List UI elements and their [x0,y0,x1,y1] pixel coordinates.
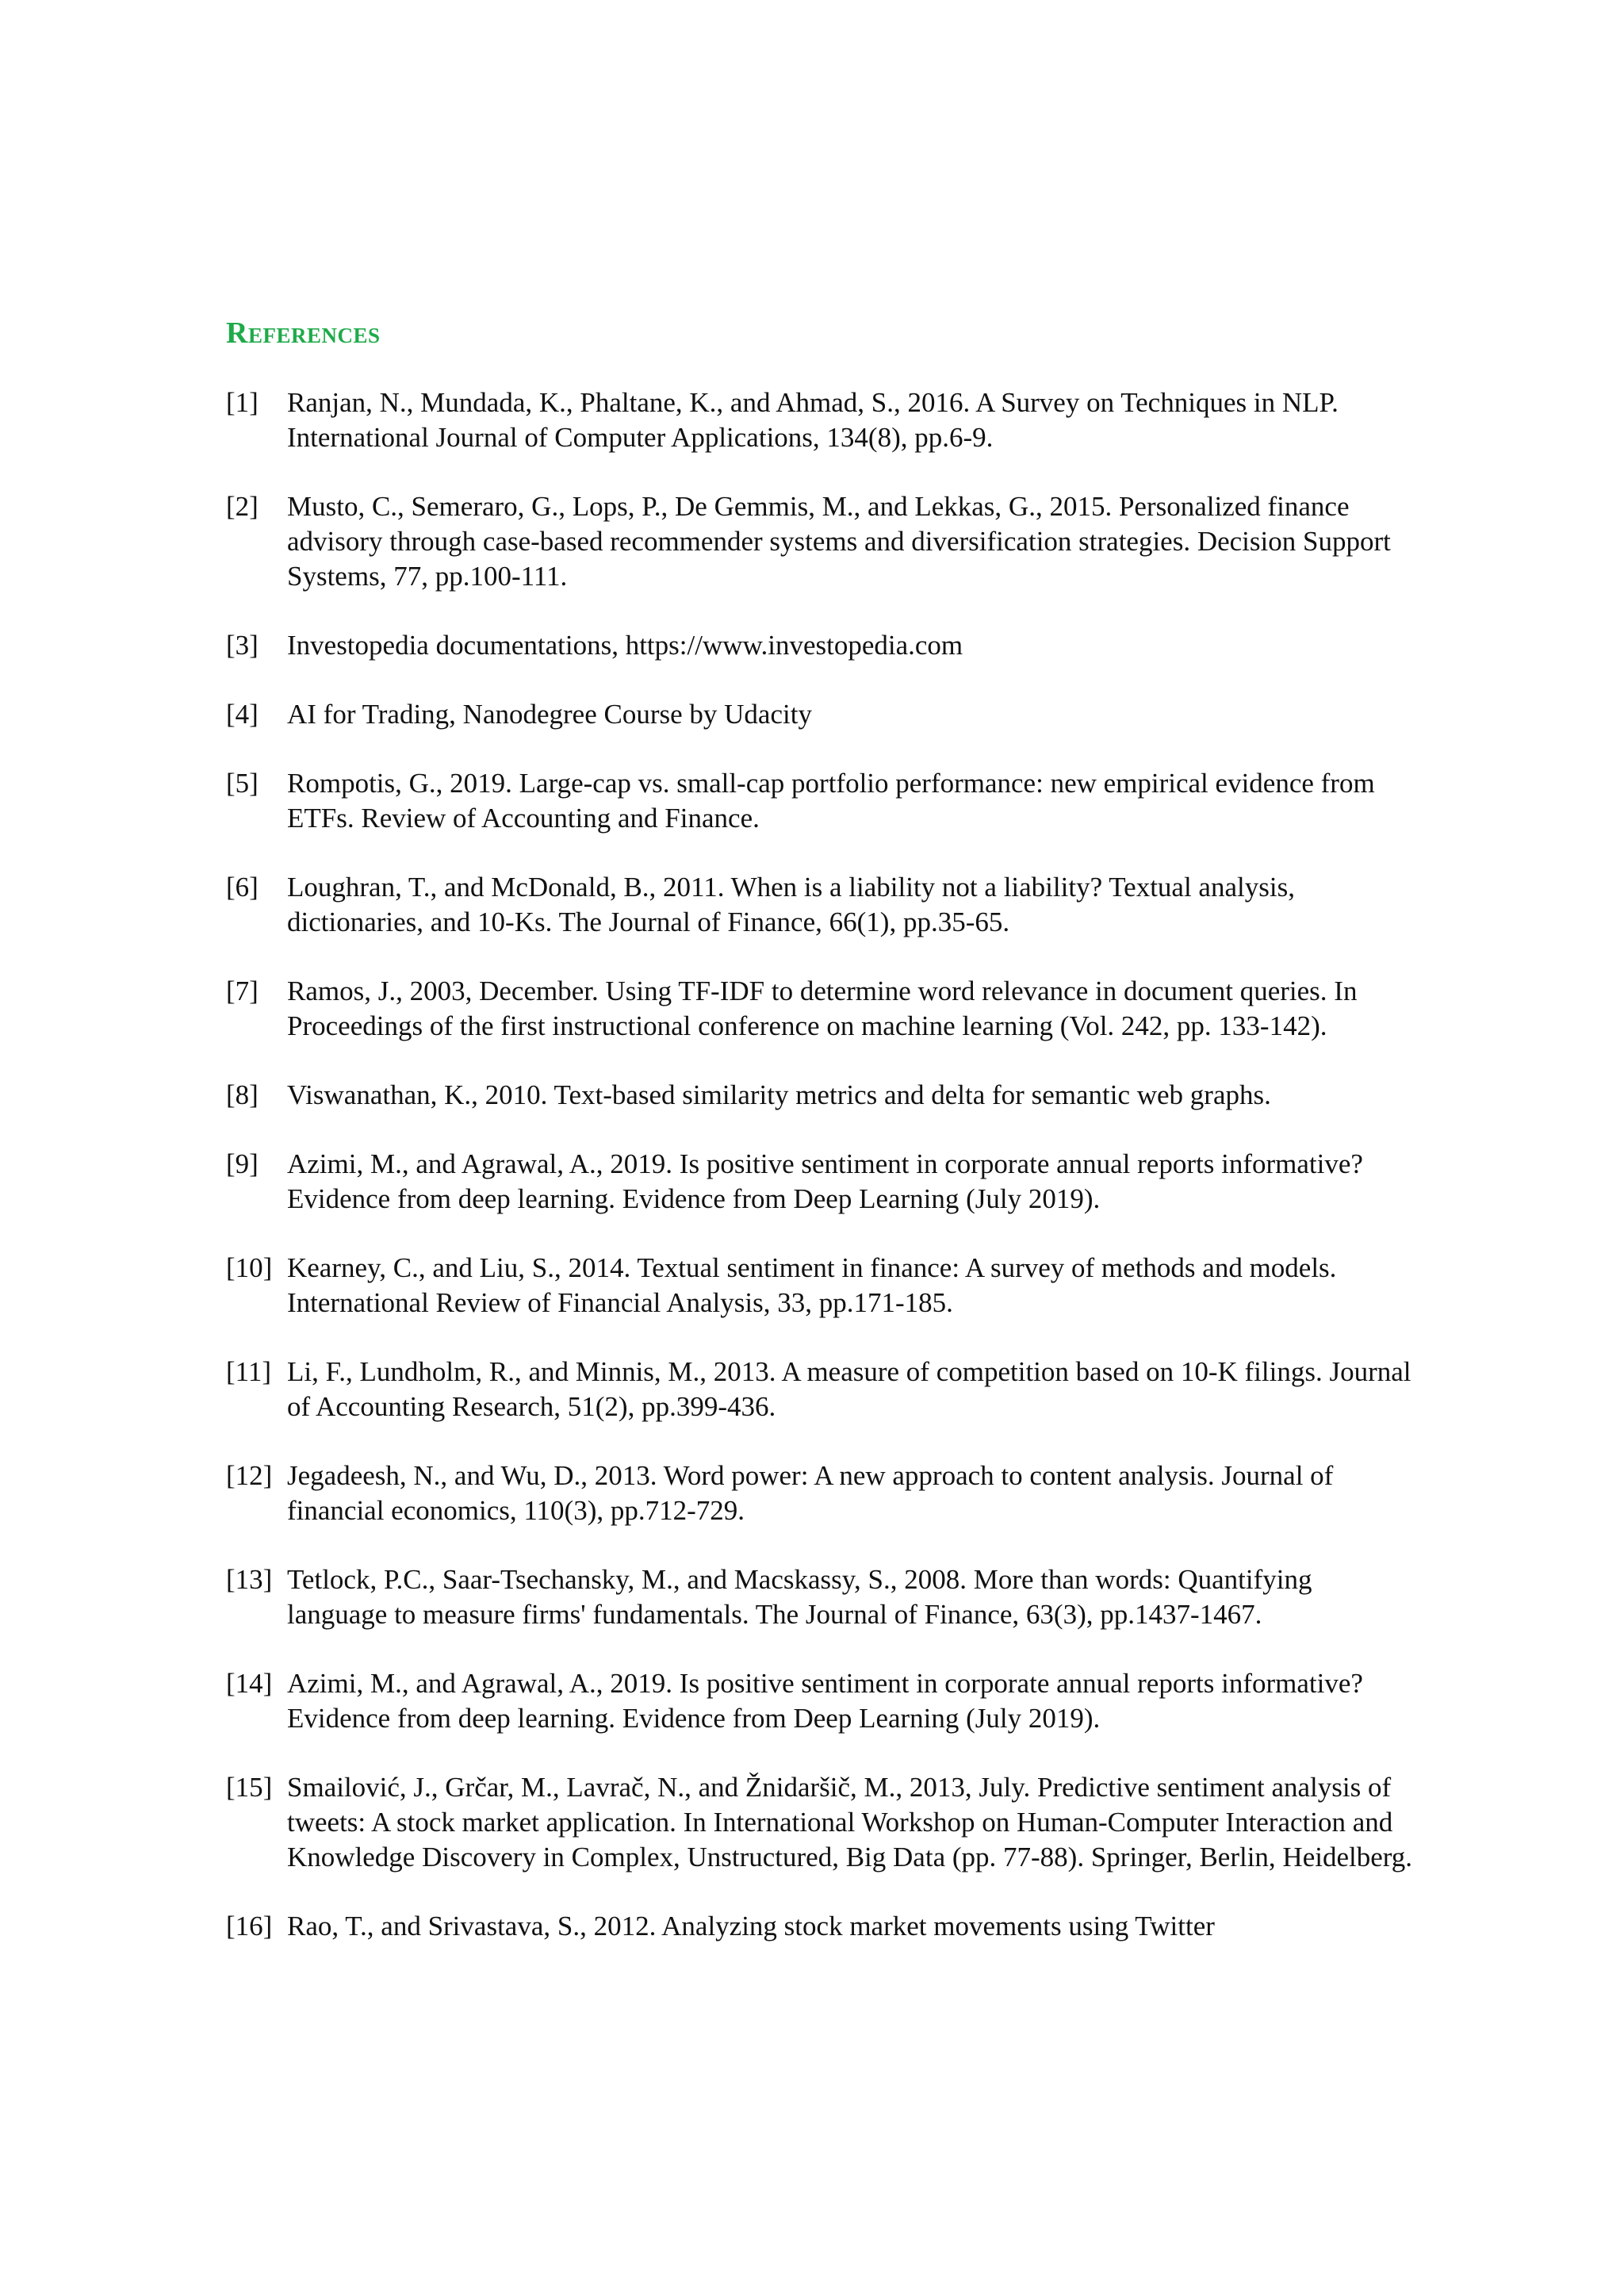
reference-text: Viswanathan, K., 2010. Text-based similarity metrics and delta for semantic web graphs. [287,1079,1271,1110]
reference-item [226,1458,1415,1528]
reference-text: Kearney, C., and Liu, S., 2014. Textual sentiment in finance: A survey of methods and models. International Review of Financial Analysis, 33, pp.171-185. [287,1252,1337,1318]
reference-text: Musto, C., Semeraro, G., Lops, P., De Gemmis, M., and Lekkas, G., 2015. Personalized finance advisory through case-based recommender systems and diversification strategies. Decision Support Systems, 77, pp.100-111. [287,491,1391,592]
reference-number: [7] [226,976,259,1006]
reference-text: Li, F., Lundholm, R., and Minnis, M., 2013. A measure of competition based on 10-K filings. Journal of Accounting Research, 51(2), pp.399-436. [287,1356,1411,1422]
reference-item [226,1078,1415,1113]
reference-number: [6] [226,872,259,903]
reference-text: Rompotis, G., 2019. Large-cap vs. small-cap portfolio performance: new empirical evidence from ETFs. Review of Accounting and Finance. [287,768,1375,834]
reference-number: [4] [226,699,259,730]
reference-text: AI for Trading, Nanodegree Course by Udacity [287,699,812,730]
reference-item [226,385,1415,455]
reference-item [226,1909,1415,1944]
reference-number: [12] [226,1460,273,1491]
reference-number: [13] [226,1564,273,1595]
reference-list [226,385,1415,1978]
reference-item [226,628,1415,663]
reference-number: [8] [226,1079,259,1110]
reference-number: [1] [226,387,259,418]
reference-number: [11] [226,1356,272,1387]
reference-item [226,1666,1415,1736]
reference-number: [9] [226,1148,259,1179]
reference-number: [5] [226,768,259,799]
reference-text: Jegadeesh, N., and Wu, D., 2013. Word power: A new approach to content analysis. Journal of financial economics, 110(3), pp.712-729. [287,1460,1334,1526]
reference-number: [16] [226,1911,273,1941]
reference-item [226,1770,1415,1875]
reference-item [226,766,1415,836]
reference-item [226,1562,1415,1632]
reference-text: Ranjan, N., Mundada, K., Phaltane, K., and Ahmad, S., 2016. A Survey on Techniques in NLP. International Journal of Computer Applications, 134(8), pp.6-9. [287,387,1339,453]
reference-text: Smailović, J., Grčar, M., Lavrač, N., and Žnidaršič, M., 2013, July. Predictive sentiment analysis of tweets: A stock market application. In International Workshop on Human-Computer Interaction and Knowledge Discovery in Complex, Unstructured, Big Data (pp. 77-88). Springer, Berlin, Heidelberg. [287,1772,1413,1872]
reference-number: [15] [226,1772,273,1803]
reference-text: Rao, T., and Srivastava, S., 2012. Analyzing stock market movements using Twitter [287,1911,1215,1941]
reference-number: [3] [226,630,259,661]
reference-text: Azimi, M., and Agrawal, A., 2019. Is positive sentiment in corporate annual reports informative? Evidence from deep learning. Evidence from Deep Learning (July 2019). [287,1148,1363,1214]
reference-text: Loughran, T., and McDonald, B., 2011. When is a liability not a liability? Textual analysis, dictionaries, and 10-Ks. The Journal of Finance, 66(1), pp.35-65. [287,872,1295,937]
reference-item [226,489,1415,594]
reference-number: [14] [226,1668,273,1699]
reference-text: Azimi, M., and Agrawal, A., 2019. Is positive sentiment in corporate annual reports informative? Evidence from deep learning. Evidence from Deep Learning (July 2019). [287,1668,1363,1734]
reference-item [226,1355,1415,1424]
reference-text: Tetlock, P.C., Saar-Tsechansky, M., and Macskassy, S., 2008. More than words: Quantifying language to measure firms' fundamentals. The Journal of Finance, 63(3), pp.1437-1467. [287,1564,1312,1630]
reference-number: [2] [226,491,259,522]
reference-text: Ramos, J., 2003, December. Using TF-IDF to determine word relevance in document queries. In Proceedings of the first instructional conference on machine learning (Vol. 242, pp. 133-142). [287,976,1358,1041]
reference-text: Investopedia documentations, https://www.investopedia.com [287,630,963,661]
reference-number: [10] [226,1252,273,1283]
reference-item [226,697,1415,732]
references-heading: References [226,316,381,350]
reference-item [226,1251,1415,1320]
reference-item [226,870,1415,940]
reference-item [226,1147,1415,1217]
reference-item [226,974,1415,1044]
